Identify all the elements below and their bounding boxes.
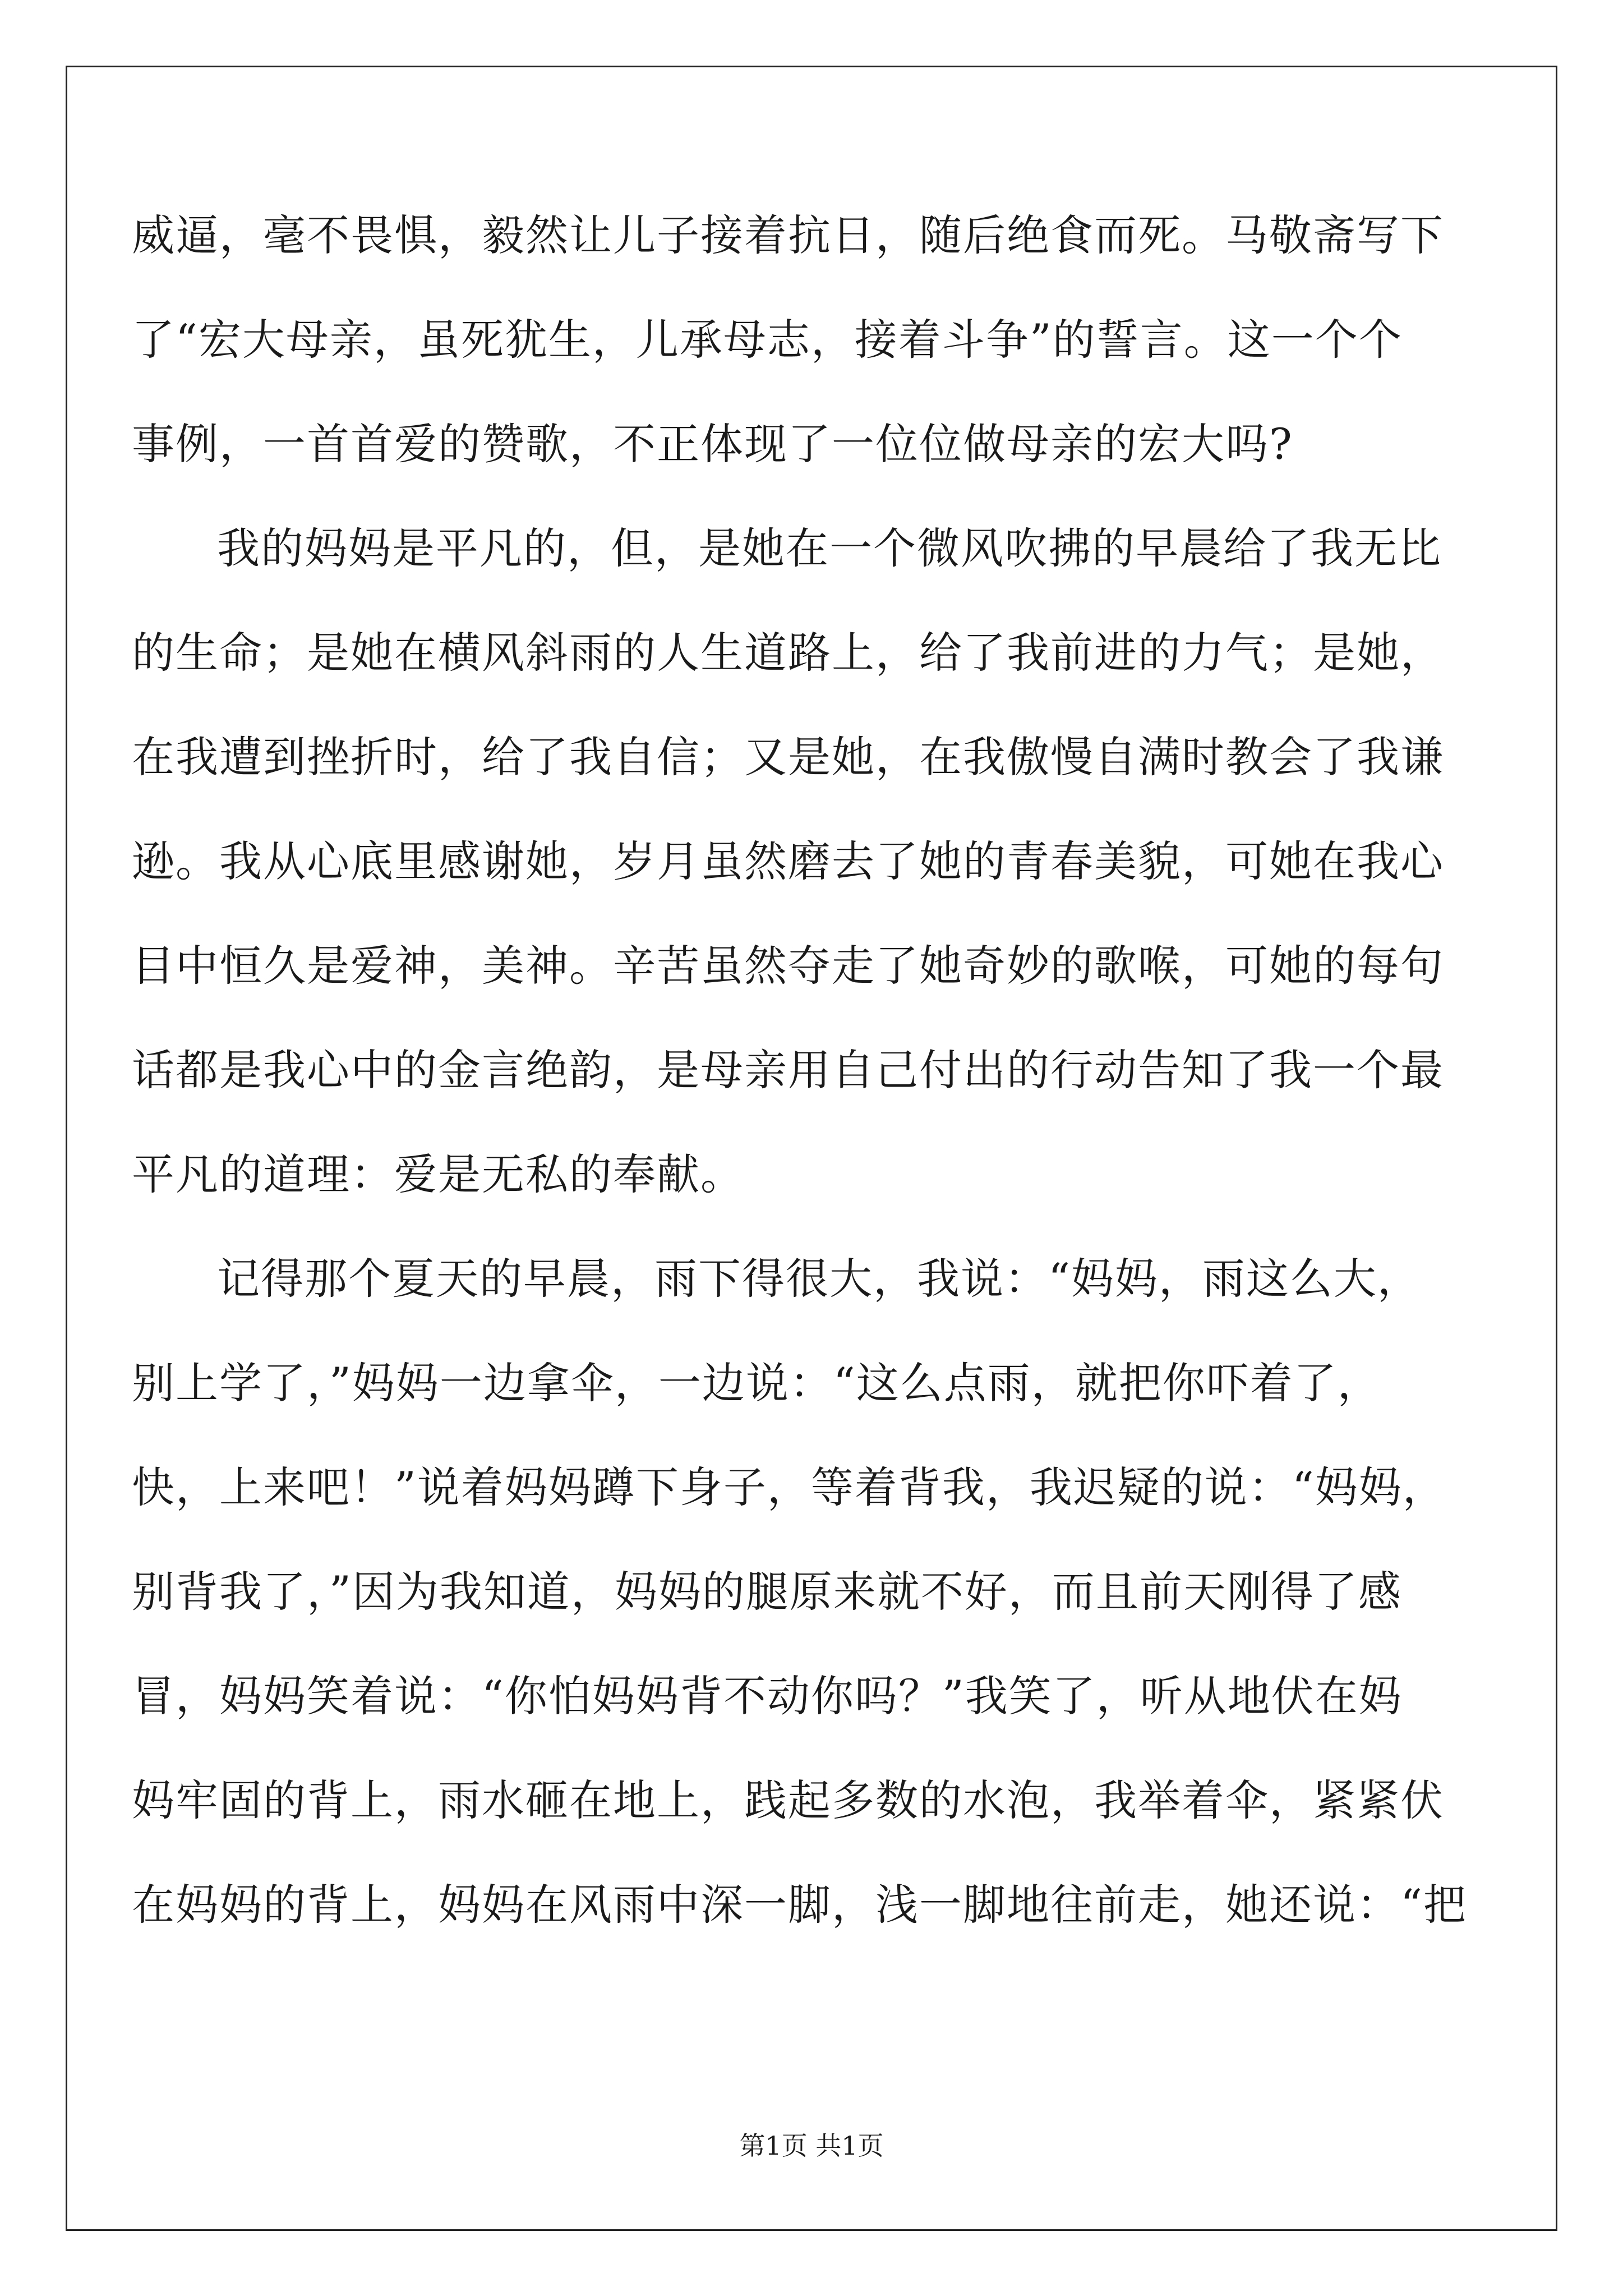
text-line: 在妈妈的背上，妈妈在风雨中深一脚，浅一脚地往前走，她还说：“把 [132,1880,1467,1930]
text-line: 目中恒久是爱神，美神。辛苦虽然夺走了她奇妙的歌喉，可她的每句 [132,941,1444,991]
paragraph-start-line: 记得那个夏天的早晨，雨下得很大，我说：“妈妈，雨这么大， [217,1254,1421,1304]
text-line: 平凡的道理：爱是无私的奉献。 [132,1149,744,1199]
text-line: 逊。我从心底里感谢她，岁月虽然磨去了她的青春美貌，可她在我心 [132,836,1444,886]
text-line: 事例，一首首爱的赞歌，不正体现了一位位做母亲的宏大吗? [132,419,1293,469]
paragraph-start-line: 我的妈妈是平凡的，但，是她在一个微风吹拂的早晨给了我无比 [217,523,1442,573]
text-line: 快，上来吧！”说着妈妈蹲下身子，等着背我，我迟疑的说：“妈妈， [132,1462,1446,1512]
text-line: 妈牢固的背上，雨水砸在地上，践起多数的水泡，我举着伞，紧紧伏 [132,1775,1444,1825]
text-line: 话都是我心中的金言绝韵，是母亲用自己付出的行动告知了我一个最 [132,1045,1444,1095]
text-line: 了“宏大母亲，虽死犹生，儿承母志，接着斗争”的誓言。这一个个 [132,315,1403,365]
page-number-footer: 第1页 共1页 [739,2131,884,2161]
text-line: 在我遭到挫折时，给了我自信；又是她，在我傲慢自满时教会了我谦 [132,732,1444,782]
text-line: 别背我了，”因为我知道，妈妈的腿原来就不好，而且前天刚得了感 [132,1567,1402,1617]
text-line: 的生命；是她在横风斜雨的人生道路上，给了我前进的力气；是她， [132,628,1444,678]
text-line: 别上学了，”妈妈一边拿伞，一边说：“这么点雨，就把你吓着了， [132,1358,1381,1408]
text-line: 威逼，毫不畏惧，毅然让儿子接着抗日，随后绝食而死。马敬斋写下 [132,210,1444,260]
text-line: 冒，妈妈笑着说：“你怕妈妈背不动你吗？”我笑了，听从地伏在妈 [132,1671,1403,1721]
